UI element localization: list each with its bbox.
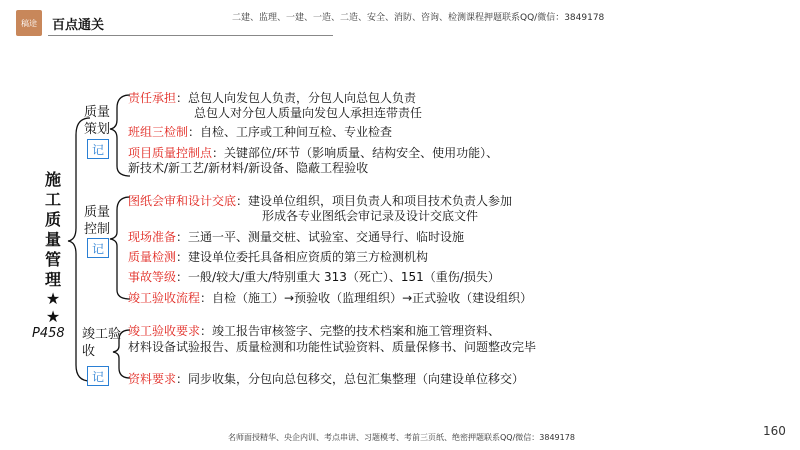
item-continuation: 新技术/新工艺/新材料/新设备、隐蔽工程验收 [128, 161, 369, 175]
importance-stars: ★ ★ [45, 289, 61, 326]
section-label-line1: 质量 [84, 205, 111, 220]
item-sep: ： [200, 324, 213, 338]
item-sep: ： [176, 372, 189, 386]
item-responsibility [128, 90, 416, 106]
item-key: 资料要求 [128, 372, 177, 386]
title-char: 量 [44, 230, 61, 249]
title-char: 施 [44, 170, 61, 189]
item-key: 班组三检制 [128, 125, 189, 139]
item-text: 同步收集，分包向总包移交，总包汇集整理（向建设单位移交） [188, 372, 525, 386]
item-key: 竣工验收要求 [128, 324, 201, 338]
section-label-line2: 控制 [84, 222, 111, 237]
item-continuation: 材料设备试验报告、质量检测和功能性试验资料、质量保修书、问题整改完毕 [128, 340, 537, 354]
section-label-quality-planning [84, 104, 110, 138]
section-label-line2: 收 [82, 344, 96, 359]
title-char: 理 [44, 270, 61, 289]
item-quality-testing [128, 249, 428, 265]
item-text: 建设单位委托具备相应资质的第三方检测机构 [188, 250, 429, 264]
item-sep: ： [176, 230, 189, 244]
item-control-points [128, 145, 498, 161]
item-text: 总包人向发包人负责，分包人向总包人负责 [188, 91, 417, 105]
section-label-quality-control [84, 204, 110, 238]
item-text: 三通一平、测量交桩、试验室、交通导行、临时设施 [188, 230, 465, 244]
section-label-line1: 质量 [84, 105, 111, 120]
item-sep: ： [212, 146, 225, 160]
item-site-prep [128, 229, 464, 245]
note-badge: 记 [87, 238, 109, 258]
item-key: 项目质量控制点 [128, 146, 213, 160]
item-acceptance-requirements [128, 323, 500, 339]
item-key: 责任承担 [128, 91, 177, 105]
title-char: 管 [44, 250, 61, 269]
main-title [42, 170, 64, 326]
item-text: 自检、工序或工种间互检、专业检查 [200, 125, 393, 139]
item-key: 图纸会审和设计交底 [128, 194, 237, 208]
item-sep: ： [176, 91, 189, 105]
item-text: 竣工报告审核签字、完整的技术档案和施工管理资料、 [212, 324, 501, 338]
title-char: 工 [44, 190, 61, 209]
item-document-requirements [128, 371, 524, 387]
item-text: 建设单位组织，项目负责人和项目技术负责人参加 [248, 194, 513, 208]
item-continuation: 总包人对分包人质量向发包人承担连带责任 [194, 106, 423, 120]
item-key: 事故等级 [128, 270, 177, 284]
item-sep: ： [176, 250, 189, 264]
section-label-completion [82, 326, 121, 360]
item-accident-level [128, 269, 500, 285]
item-three-check [128, 124, 392, 140]
item-key: 质量检测 [128, 250, 177, 264]
item-key: 现场准备 [128, 230, 177, 244]
note-badge: 记 [87, 366, 109, 386]
course-title: 百点通关 [52, 18, 105, 33]
item-sep: ： [188, 125, 201, 139]
item-text: 自检（施工）→预验收（监理组织）→正式验收（建设组织） [212, 291, 533, 305]
item-sep: ： [236, 194, 249, 208]
section-label-line2: 策划 [84, 122, 111, 137]
item-text: 关键部位/环节（影响质量、结构安全、使用功能）、 [224, 146, 499, 160]
note-badge: 记 [87, 139, 109, 159]
page-reference: P458 [32, 326, 65, 341]
brand-logo: 稿途 [16, 10, 42, 36]
item-sep: ： [176, 270, 189, 284]
item-key: 竣工验收流程 [128, 291, 201, 305]
item-text: 一般/较大/重大/特别重大 313（死亡）、151（重伤/损失） [188, 270, 500, 284]
item-acceptance-process [128, 290, 532, 306]
page-number: 160 [763, 424, 786, 438]
item-continuation: 形成各专业图纸会审记录及设计交底文件 [262, 209, 479, 223]
section-label-line1: 竣工验 [82, 327, 122, 342]
footer-contact-note: 名师面授精华、央企内训、考点串讲、习题模考、考前三页纸、绝密押题联系QQ/微信：3849178 [228, 433, 575, 442]
item-drawing-review [128, 193, 512, 209]
header-contact-note: 二建、监理、一建、一造、二造、安全、消防、咨询、检测课程押题联系QQ/微信：3849178 [232, 13, 605, 23]
title-char: 质 [44, 210, 61, 229]
item-sep: ： [200, 291, 213, 305]
